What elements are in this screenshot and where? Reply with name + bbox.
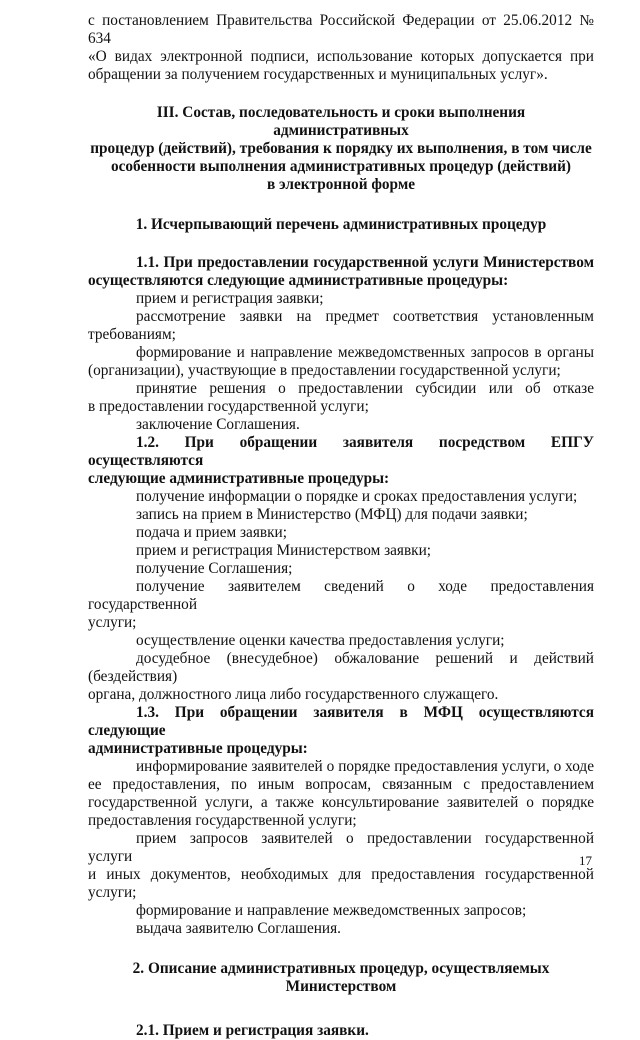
- p11-item-4-line-2: в предоставлении государственной услуги;: [88, 398, 369, 415]
- p11-item-4-line-1: принятие решения о предоставлении субсидии или об отказе: [136, 380, 594, 397]
- p12-item-7: осуществление оценки качества предоставления услуги;: [136, 632, 505, 649]
- p12-item-8-line-2: органа, должностного лица либо государственного служащего.: [88, 686, 499, 703]
- document-page: [88, 12, 594, 1040]
- subsection-1-title: 1. Исчерпывающий перечень административных процедур: [135, 216, 547, 233]
- p12-item-1: получение информации о порядке и сроках предоставления услуги;: [136, 488, 578, 505]
- p12-item-2: запись на прием в Министерство (МФЦ) для подачи заявки;: [136, 506, 528, 523]
- p13-item-1-line-1: информирование заявителей о порядке предоставления услуги, о ходе: [136, 758, 594, 775]
- p12-item-6-line-1: получение заявителем сведений о ходе предоставления государственной: [88, 578, 594, 613]
- section-3-title-line-1: III. Состав, последовательность и сроки выполнения административных: [156, 104, 526, 139]
- p13-item-1-line-2: ее предоставления, по иным вопросам, связанным с предоставлением: [88, 776, 594, 793]
- p13-heading-line-2: административные процедуры:: [88, 740, 308, 757]
- p12-item-3: подача и прием заявки;: [136, 524, 287, 541]
- subsection-2-title-line-1: 2. Описание административных процедур, осуществляемых: [132, 960, 550, 977]
- p13-item-1-line-4: предоставления государственной услуги;: [88, 812, 357, 829]
- p12-heading-line-2: следующие административные процедуры:: [88, 470, 390, 487]
- intro-line-2: «О видах электронной подписи, использование которых допускается при: [88, 48, 594, 65]
- intro-line-1: с постановлением Правительства Российской Федерации от 25.06.2012 № 634: [88, 12, 594, 47]
- section-3-title-line-3: особенности выполнения административных процедур (действий): [110, 158, 572, 175]
- section-3-title-line-4: в электронной форме: [266, 176, 416, 193]
- p12-item-6-line-2: услуги;: [88, 614, 137, 631]
- p13-item-1-line-3: государственной услуги, а также консультирование заявителей о порядке: [88, 794, 594, 811]
- p11-item-2: рассмотрение заявки на предмет соответствия установленным требованиям;: [88, 308, 594, 343]
- p11-item-3-line-2: (организации), участвующие в предоставлении государственной услуги;: [88, 362, 561, 379]
- p13-item-4: выдача заявителю Соглашения.: [136, 920, 341, 937]
- p12-item-5: получение Соглашения;: [136, 560, 293, 577]
- p13-heading-line-1: 1.3. При обращении заявителя в МФЦ осуществляются следующие: [88, 704, 594, 739]
- intro-line-3: обращении за получением государственных и муниципальных услуг».: [88, 66, 548, 83]
- p12-item-8-line-1: досудебное (внесудебное) обжалование решений и действий (бездействия): [88, 650, 594, 685]
- page-number: 17: [579, 853, 592, 868]
- p11-heading-line-2: осуществляются следующие административные процедуры:: [88, 272, 509, 289]
- p12-heading-line-1: 1.2. При обращении заявителя посредством ЕПГУ осуществляются: [88, 434, 594, 469]
- p12-item-4: прием и регистрация Министерством заявки;: [136, 542, 432, 559]
- p13-item-3: формирование и направление межведомственных запросов;: [136, 902, 527, 919]
- p11-item-3-line-1: формирование и направление межведомственных запросов в органы: [136, 344, 594, 361]
- p11-item-5: заключение Соглашения.: [136, 416, 300, 433]
- p13-item-2-line-1: прием запросов заявителей о предоставлении государственной услуги: [88, 830, 594, 865]
- p11-item-1: прием и регистрация заявки;: [136, 290, 324, 307]
- p11-heading-line-1: 1.1. При предоставлении государственной услуги Министерством: [136, 254, 594, 271]
- section-3-title-line-2: процедур (действий), требования к порядку их выполнения, в том числе: [90, 140, 592, 157]
- subsection-2-title-line-2: Министерством: [285, 978, 397, 995]
- p13-item-2-line-2: и иных документов, необходимых для предоставления государственной услуги;: [88, 866, 594, 901]
- p21-heading: 2.1. Прием и регистрация заявки.: [136, 1022, 369, 1039]
